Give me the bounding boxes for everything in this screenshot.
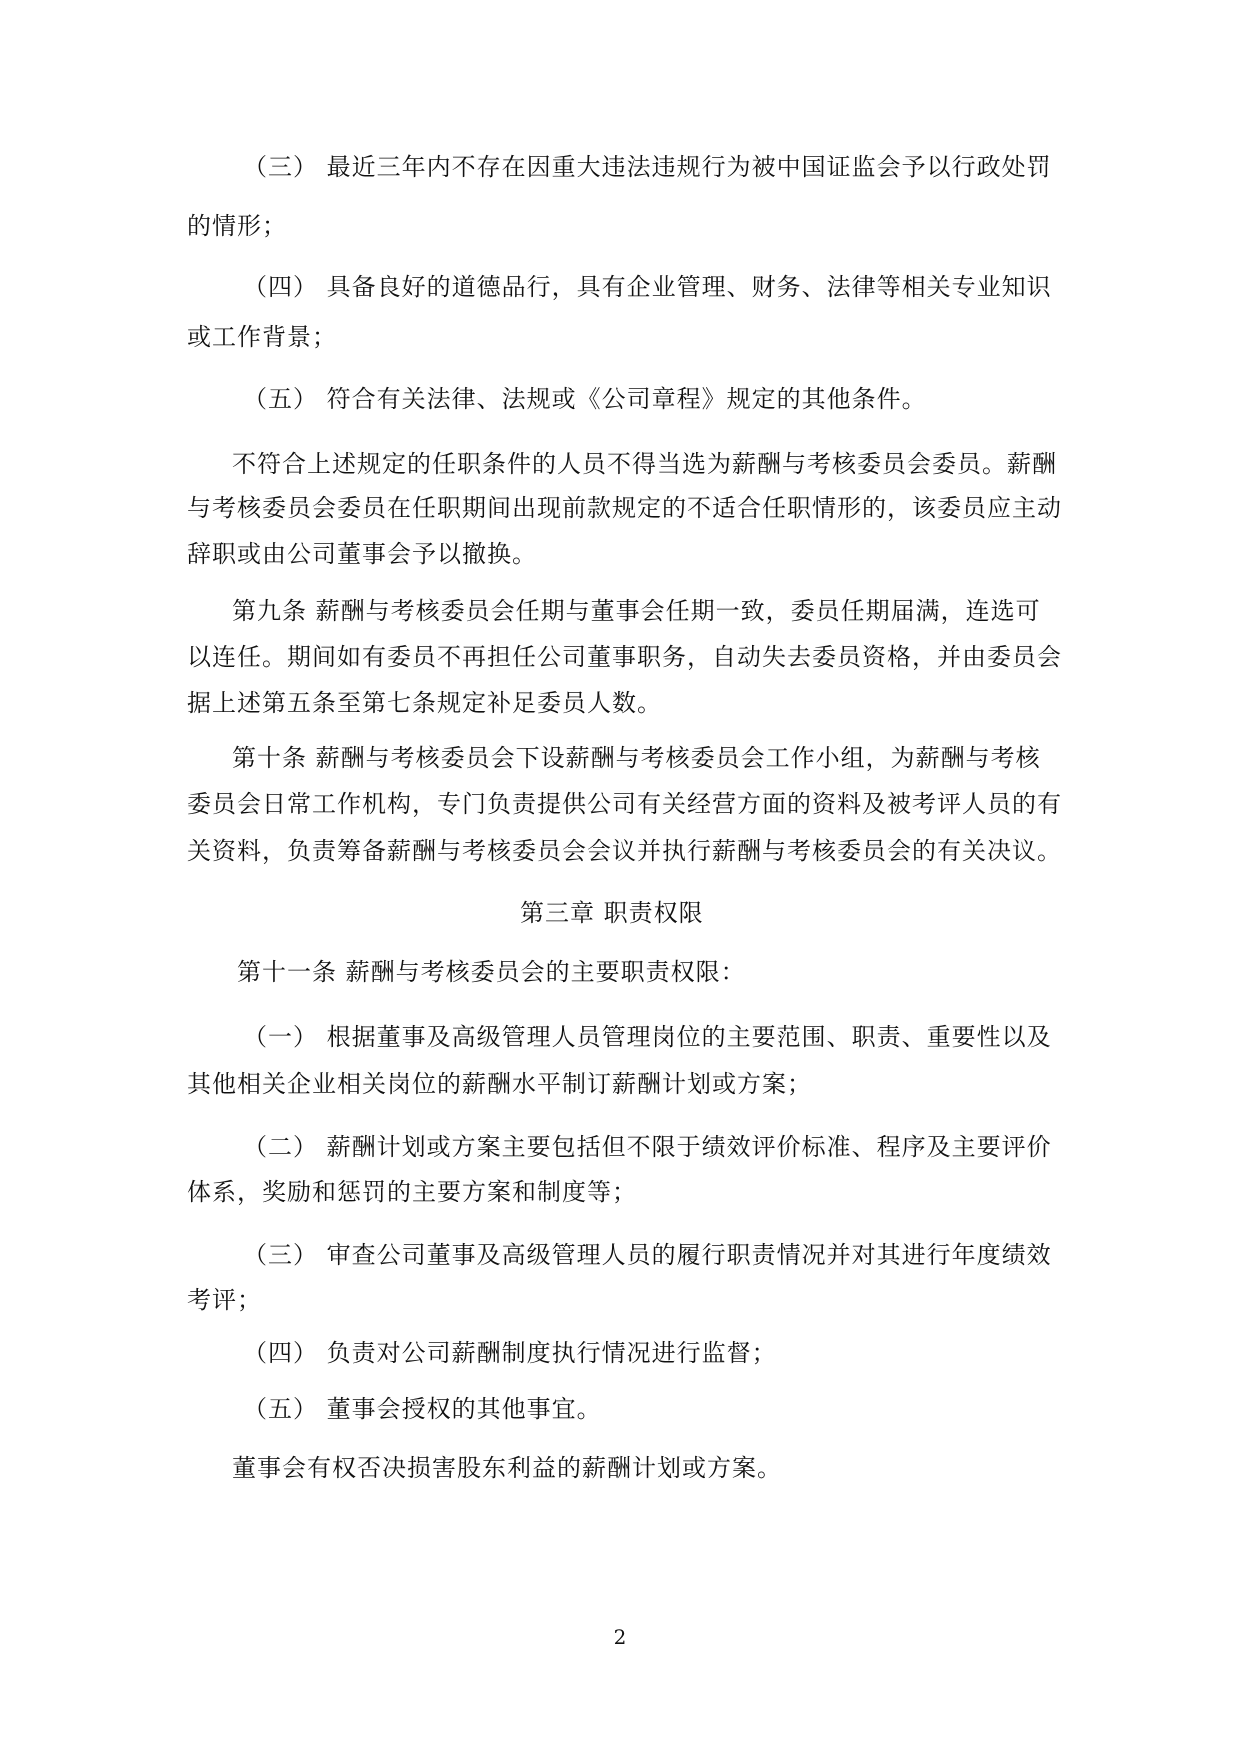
text-line: 的情形； [187,212,287,240]
text-line: （三） 最近三年内不存在因重大违法违规行为被中国证监会予以行政处罚 [243,153,1052,181]
text-line: （二） 薪酬计划或方案主要包括但不限于绩效评价标准、程序及主要评价 [243,1133,1052,1161]
text-line: （五） 符合有关法律、法规或《公司章程》规定的其他条件。 [243,385,927,413]
text-line: 董事会有权否决损害股东利益的薪酬计划或方案。 [232,1454,782,1482]
text-line: 辞职或由公司董事会予以撤换。 [187,540,537,568]
text-line: （四） 具备良好的道德品行，具有企业管理、财务、法律等相关专业知识 [243,273,1052,301]
text-line: （五） 董事会授权的其他事宜。 [243,1395,602,1423]
text-line: 委员会日常工作机构，专门负责提供公司有关经营方面的资料及被考评人员的有 [187,790,1062,818]
chapter-heading: 第三章 职责权限 [520,899,704,927]
text-line: 关资料，负责筹备薪酬与考核委员会会议并执行薪酬与考核委员会的有关决议。 [187,837,1062,865]
page-number: 2 [613,1625,627,1649]
text-line: 第十一条 薪酬与考核委员会的主要职责权限： [237,958,746,986]
text-line: 第九条 薪酬与考核委员会任期与董事会任期一致，委员任期届满，连选可 [232,597,1041,625]
text-line: 考评； [187,1286,262,1314]
text-line: 其他相关企业相关岗位的薪酬水平制订薪酬计划或方案； [187,1070,812,1098]
text-line: （三） 审查公司董事及高级管理人员的履行职责情况并对其进行年度绩效 [243,1241,1052,1269]
text-line: 或工作背景； [187,323,337,351]
text-line: 体系，奖励和惩罚的主要方案和制度等； [187,1178,637,1206]
text-line: 不符合上述规定的任职条件的人员不得当选为薪酬与考核委员会委员。薪酬 [232,450,1057,478]
text-line: （一） 根据董事及高级管理人员管理岗位的主要范围、职责、重要性以及 [243,1023,1052,1051]
text-line: 据上述第五条至第七条规定补足委员人数。 [187,689,662,717]
text-line: （四） 负责对公司薪酬制度执行情况进行监督； [243,1339,777,1367]
text-line: 第十条 薪酬与考核委员会下设薪酬与考核委员会工作小组，为薪酬与考核 [232,744,1041,772]
text-line: 以连任。期间如有委员不再担任公司董事职务，自动失去委员资格，并由委员会 [187,643,1062,671]
text-line: 与考核委员会委员在任职期间出现前款规定的不适合任职情形的，该委员应主动 [187,494,1062,522]
